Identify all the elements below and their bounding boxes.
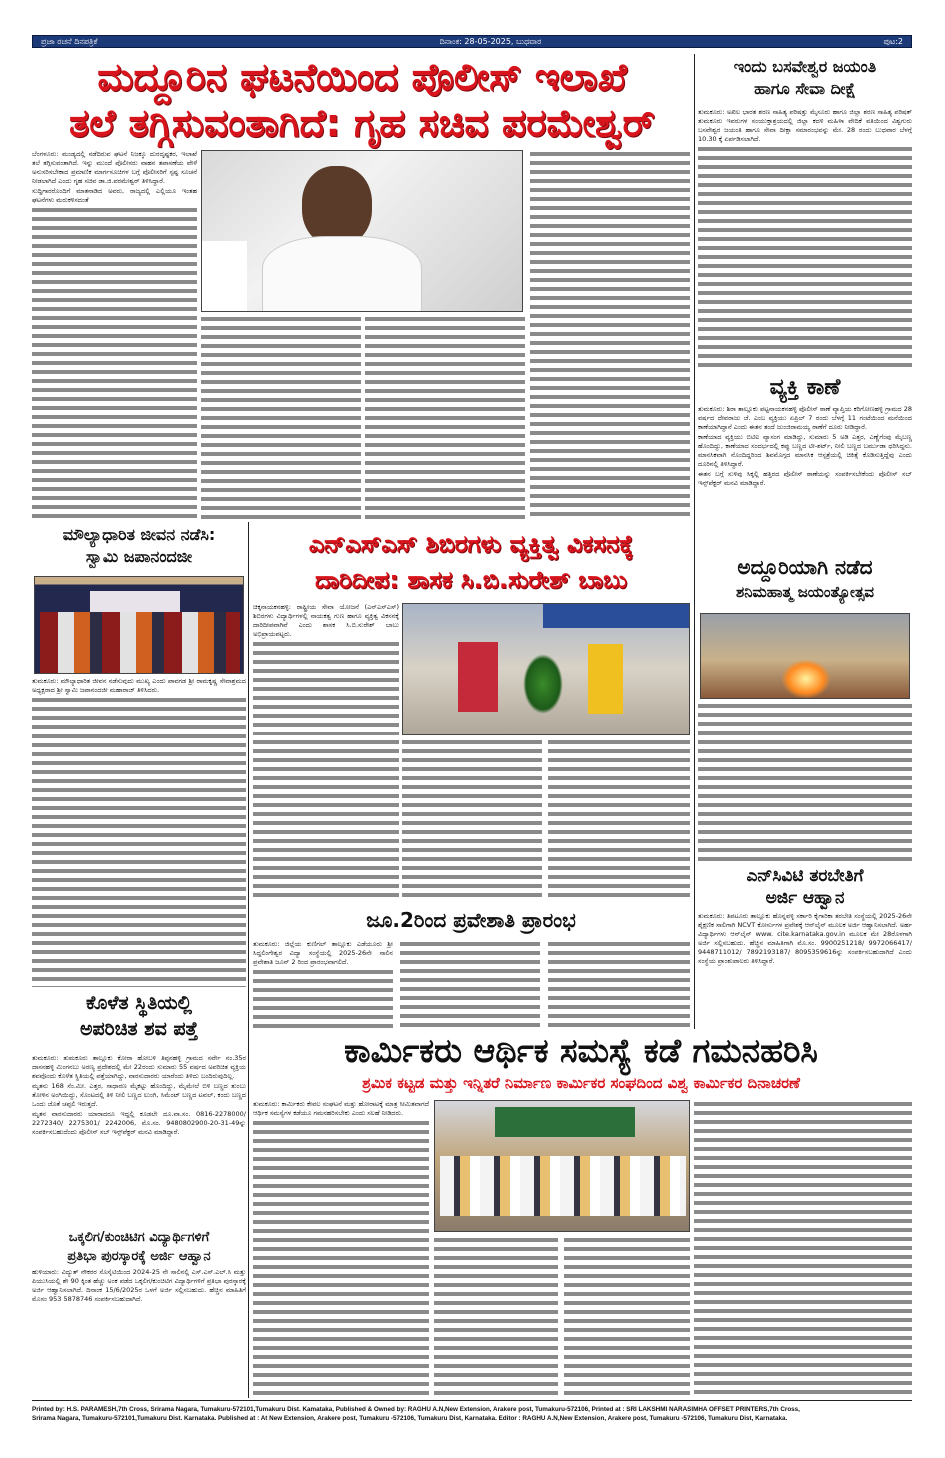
okkaliga-paragraph: ಹುಳಿಯಾರು: ವಿದ್ಯುತ್ ನೌಕರರ ಸೊಸೈಟಿಯಿಂದ 2024-25 ನೇ ಸಾಲಿನಲ್ಲಿ ಎಸ್.ಎಸ್.ಎಲ್.ಸಿ ಮತ್ತು ಪಿಯುಸಿಯಲ್ಲಿ ಶೇ 90 ಕ್ಕಿಂತ ಹೆಚ್ಚು ಅಂಕ ಪಡೆದ ಒಕ್ಕಲಿಗ/ಕುಂಚಿಟಿಗ ವಿದ್ಯಾರ್ಥಿಗಳಿಗೆ ಪ್ರತಿಭಾ ಪುರಸ್ಕಾರಕ್ಕೆ ಅರ್ಜಿ ಆಹ್ವಾನಿಸಲಾಗಿದೆ. ದಿನಾಂಕ 15/6/2025ರ ಒಳಗೆ ಅರ್ಜಿ ಸಲ್ಲಿಸಬಹುದು. ಹೆಚ್ಚಿನ ಮಾಹಿತಿಗೆ ಮೊಸಂ 953 5878746 ಸಂಪರ್ಕಿಸಬಹುದಾಗಿದೆ. [32, 1268, 246, 1303]
workers-column-1 [253, 1100, 429, 1396]
lead-headline-line-2: ತಲೆ ತಗ್ಗಿಸುವಂತಾಗಿದೆ: ಗೃಹ ಸಚಿವ ಪರಮೇಶ್ವರ್ [69, 101, 655, 145]
workers-subheadline: ಶ್ರಮಿಕ ಕಟ್ಟಡ ಮತ್ತು ಇನ್ನಿತರೆ ನಿರ್ಮಾಣ ಕಾರ್ಮಿಕರ ಸಂಘದಿಂದ ವಿಶ್ವ ಕಾರ್ಮಿಕರ ದಿನಾಚರಣೆ [362, 1074, 800, 1092]
missing-paragraph: ಈತನ ಬಗ್ಗೆ ಸುಳಿವು ಸಿಕ್ಕಲ್ಲಿ ಹತ್ತಿರದ ಪೊಲೀಸ್ ಠಾಣೆಯನ್ನು ಸಂಪರ್ಕಿಸಬೇಕೆಂದು ಪೊಲೀಸ್ ಸಬ್ ಇನ್ಸ್‌ಪೆಕ್ಟರ್ ಮನವಿ ಮಾಡಿದ್ದಾರೆ. [698, 470, 912, 487]
masthead-bar [32, 35, 912, 48]
japananda-headline [32, 524, 246, 568]
paper-name: ಪ್ರಜಾ ರಚನೆ ದಿನಪತ್ರಿಕೆ [41, 37, 98, 46]
admission-headline: ಜೂ.2ರಿಂದ ಪ್ರವೇಶಾತಿ ಪ್ರಾರಂಭ [366, 908, 576, 932]
ncvt-headline [698, 865, 912, 909]
okkaliga-headline [32, 1228, 246, 1266]
ncvt-article [698, 912, 912, 1027]
lead-column-4 [530, 150, 690, 520]
footer-divider [32, 1400, 912, 1401]
column-divider [694, 54, 695, 1029]
workers-photo [434, 1100, 690, 1232]
basava-paragraph: ತುಮಕೂರು: ಅಖಿಲ ಭಾರತ ಶರಣ ಸಾಹಿತ್ಯ ಪರಿಷತ್ತು ಮೈಸೂರು ಹಾಗೂ ಜಿಲ್ಲಾ ಶರಣ ಸಾಹಿತ್ಯ ಪರಿಷತ್ ತುಮಕೂರು ಇವರುಗಳ ಸಂಯುಕ್ತಾಶ್ರಯದಲ್ಲಿ ಜಿಲ್ಲಾ ಕದಳಿ ಮಹಿಳಾ ವೇದಿಕೆ ವತಿಯಿಂದ ವಿಶ್ವಗುರು ಬಸವೇಶ್ವರ ಜಯಂತಿ ಹಾಗೂ ಸೇವಾ ದೀಕ್ಷಾ ಸಮಾರಂಭವನ್ನು ಮೇ. 28 ರಂದು ಬುಧವಾರ ಬೆಳಗ್ಗೆ 10.30 ಕ್ಕೆ ಏರ್ಪಡಿಸಲಾಗಿದೆ. [698, 108, 912, 143]
okkaliga-article [32, 1268, 246, 1398]
japananda-headline-line-1: ಮೌಲ್ಯಾಧಾರಿತ ಜೀವನ ನಡೆಸಿ: [62, 525, 216, 544]
shava-headline [32, 990, 246, 1042]
admission-column-2 [400, 940, 540, 1028]
page-number: ಪುಟ:2 [883, 37, 903, 46]
lead-headline-line-1: ಮದ್ದೂರಿನ ಘಟನೆಯಿಂದ ಪೊಲೀಸ್ ಇಲಾಖೆ [97, 55, 627, 99]
imprint-footer [32, 1405, 912, 1423]
nss-column-2 [253, 738, 399, 900]
ncvt-headline-line-1: ಎನ್‌ಸಿವಿಟಿ ತರಬೇತಿಗೆ [746, 866, 864, 886]
nss-headline-line-1: ಎನ್‌ಎಸ್‌ಎಸ್ ಶಿಬಿರಗಳು ವ್ಯಕ್ತಿತ್ವ ವಿಕಸನಕ್ಕೆ [308, 530, 634, 558]
okkaliga-headline-line-2: ಪ್ರತಿಭಾ ಪುರಸ್ಕಾರಕ್ಕೆ ಅರ್ಜಿ ಆಹ್ವಾನ [67, 1249, 211, 1264]
lead-paragraph: ಸುದ್ದಿಗಾರರೊಂದಿಗೆ ಮಾತನಾಡಿದ ಅವರು, ರಾಜ್ಯದಲ್ಲಿ ಎಲ್ಲಿಯೂ ಇಂತಹ ಘಟನೆಗಳು ಮರುಕಳಿಸದಂತೆ [32, 187, 197, 204]
shani-headline-line-2: ಶನಿಮಹಾತ್ಮ ಜಯಂತ್ಯೋತ್ಸವ [735, 583, 875, 601]
workers-column-3 [564, 1236, 690, 1396]
lead-paragraph: ಬೆಂಗಳೂರು: ಮಂಡ್ಯದಲ್ಲಿ ನಡೆದಿರುವ ಘಟನೆ ನಿಜಕ್ಕೂ ದುರದೃಷ್ಟಕರ, ಇಲಾಖೆ ತಲೆ ತಗ್ಗಿಸುವಂತಾಗಿದೆ. ಇನ್ನು ಮುಂದೆ ಪೊಲೀಸರು ವಾಹನ ತಪಾಸಣೆಯ ವೇಳೆ ಅನುಸರಿಸಬೇಕಾದ ಪ್ರಮಾಣಿಕ ಮಾರ್ಗಸೂಚಿಗಳ ಬಗ್ಗೆ ಪೊಲೀಸರಿಗೆ ಸ್ಪಷ್ಟ ಸೂಚನೆ ನೀಡಲಾಗಿದೆ ಎಂದು ಗೃಹ ಸಚಿವ ಡಾ.ಜಿ.ಪರಮೇಶ್ವರ್ ತಿಳಿಸಿದ್ದಾರೆ. [32, 150, 197, 185]
ncvt-paragraph: ತುಮಕೂರು: ತಿಪಟೂರು ತಾಲ್ಲೂಕು ಹೊನ್ನವಳ್ಳಿ ಸರ್ಕಾರಿ ಕೈಗಾರಿಕಾ ತರಬೇತಿ ಸಂಸ್ಥೆಯಲ್ಲಿ 2025-26ನೇ ಶೈಕ್ಷಣಿಕ ಸಾಲಿಗಾಗಿ NCVT ಕೋರ್ಸುಗಳ ಪ್ರವೇಶಕ್ಕೆ ಆನ್‌ಲೈನ್ ಮೂಲಕ ಅರ್ಜಿ ಆಹ್ವಾನಿಸಲಾಗಿದೆ. ಅರ್ಹ ವಿದ್ಯಾರ್ಥಿಗಳು ಆನ್‌ಲೈನ್ www. cite.karnataka.gov.in ಮೂಲಕ ಮೇ 28ರೊಳಗಾಗಿ ಅರ್ಜಿ ಸಲ್ಲಿಸಬಹುದು. ಹೆಚ್ಚಿನ ಮಾಹಿತಿಗಾಗಿ ಮೊ.ಸಂ. 9900251218/ 9972066417/ 9448711012/ 7892193187/ 8095359616ನ್ನು ಸಂಪರ್ಕಿಸಬಹುದಾಗಿದೆ ಎಂದು ಸಂಸ್ಥೆಯ ಪ್ರಾಂಶುಪಾಲರು ತಿಳಿಸಿದ್ದಾರೆ. [698, 912, 912, 965]
lead-column-2 [201, 315, 361, 520]
missing-paragraph: ಕಾಣೆಯಾದ ವ್ಯಕ್ತಿಯು ಬಿಟಿಐ ವ್ಯಾಸಂಗ ಮಾಡಿದ್ದು, ಸುಮಾರು 5 ಅಡಿ ಎತ್ತರ, ಎಣ್ಣೆಗೆಂಪು ಮೈಬಣ್ಣ ಹೊಂದಿದ್ದು, ಕಾಣೆಯಾದ ಸಂದರ್ಭದಲ್ಲಿ ಕಪ್ಪು ಬಣ್ಣದ ಟೀ-ಶರ್ಟ್, ನೀಲಿ ಬಣ್ಣದ ಬರ್ಮುಡಾ ಧರಿಸಿದ್ದನು. ಮಾನಸಿಕವಾಗಿ ನೊಂದಿದ್ದರಿಂದ ಶಿವಮೊಗ್ಗದ ಮಾನಸಿಕ ಆಸ್ಪತ್ರೆಯಲ್ಲಿ ಚಿಕಿತ್ಸೆ ಕೊಡಿಸುತ್ತಿದ್ದೆವು ಎಂದು ದೂರಿನಲ್ಲಿ ತಿಳಿಸಿದ್ದಾರೆ. [698, 433, 912, 468]
basava-headline-line-2: ಹಾಗೂ ಸೇವಾ ದೀಕ್ಷೆ [754, 79, 856, 98]
nss-column-3 [402, 738, 542, 900]
workers-column-2 [434, 1236, 558, 1396]
shava-paragraph: ಮೃತನ ವಾರಸುದಾರರು ಯಾರಾದರೂ ಇದ್ದಲ್ಲಿ ಕೂಡಲೇ ದೂ.ವಾ.ಸಂ. 0816-2278000/ 2272340/ 2275301/ 2242006, ಮೊ.ಸಂ. 9480802900-20-31-49ನ್ನು ಸಂಪರ್ಕಿಸಬಹುದೆಂದು ಪೊಲೀಸ್ ಸಬ್ ಇನ್ಸ್‌ಪೆಕ್ಟರ್ ಮನವಿ ಮಾಡಿದ್ದಾರೆ. [32, 1110, 246, 1136]
admission-column-3 [548, 940, 690, 1028]
japananda-photo [34, 576, 244, 674]
imprint-line-2: Srirama Nagara, Tumakuru-572101,Tumakuru Dist. Karnataka. Published at : At New Extension, Arakere post, Tumakuru -572106, Tumakuru Dist, Karnataka. Editor : RAGHU A.N,New Extension, Arakere post, Tumakuru -572106, Tumakuru Dist, Karnataka. [32, 1415, 788, 1422]
basava-headline-line-1: ಇಂದು ಬಸವೇಶ್ವರ ಜಯಂತಿ [733, 57, 877, 76]
admission-column-1 [253, 940, 393, 1028]
japananda-article [32, 677, 246, 987]
nss-headline [250, 526, 692, 598]
workers-column-4 [694, 1100, 912, 1396]
japananda-headline-line-2: ಸ್ವಾಮಿ ಜಪಾನಂದಜೀ [85, 547, 193, 566]
lead-headline [32, 54, 692, 146]
basava-headline [698, 56, 912, 100]
missing-headline: ವ್ಯಕ್ತಿ ಕಾಣೆ [769, 375, 841, 400]
japananda-paragraph: ತುಮಕೂರು: ಮೌಲ್ಯಾಧಾರಿತ ಜೀವನ ನಡೆಸುವುದು ಮುಖ್ಯ ಎಂದು ಪಾವಗಡ ಶ್ರೀ ರಾಮಕೃಷ್ಣ ಸೇವಾಶ್ರಮದ ಅಧ್ಯಕ್ಷರಾದ ಶ್ರೀ ಸ್ವಾಮಿ ಜಪಾನಂದಜೀ ಮಹಾರಾಜ್ ತಿಳಿಸಿದರು. [32, 677, 246, 694]
shava-paragraph: ತುಮಕೂರು: ತುಮಕೂರು ತಾಲ್ಲೂಕು ಕೋರಾ ಹೋಬಳಿ ತಿಪ್ಪನಹಳ್ಳಿ ಗ್ರಾಮದ ಸರ್ವೇ ನಂ.35ರ ದಾಸನಹಳ್ಳಿ ಮಿಂಗನಬು ಅರಣ್ಯ ಪ್ರದೇಶದಲ್ಲಿ ಮೇ 22ರಂದು ಸುಮಾರು 55 ವರ್ಷದ ಅಪರಿಚಿತ ವ್ಯಕ್ತಿಯ ಶವವೊಂದು ಕೊಳೆತ ಸ್ಥಿತಿಯಲ್ಲಿ ಪತ್ತೆಯಾಗಿದ್ದು, ವಾರಸುದಾರರು ಯಾರೆಂದು ತಿಳಿದು ಬಂದಿರುವುದಿಲ್ಲ. [32, 1054, 246, 1080]
nss-column-1 [253, 603, 399, 735]
missing-paragraph: ತುಮಕೂರು: ಶಿರಾ ತಾಲ್ಲೂಕು ಪಟ್ಟನಾಯಕನಹಳ್ಳಿ ಪೊಲೀಸ್ ಠಾಣೆ ವ್ಯಾಪ್ತಿಯ ಕರಿಗೋಣಹಳ್ಳಿ ಗ್ರಾಮದ 28 ವರ್ಷದ ದೇವರಾಜು ಜೆ. ಎಂಬ ವ್ಯಕ್ತಿಯು ಏಪ್ರಿಲ್ 7 ರಂದು ಬೆಳಗ್ಗೆ 11 ಗಂಟೆಯಿಂದ ಮನೆಯಿಂದ ಕಾಣೆಯಾಗಿದ್ದಾನೆ ಎಂದು ಈತನ ತಂದೆ ಜುಂಜಿರಾಮಯ್ಯ ಠಾಣೆಗೆ ದೂರು ನೀಡಿದ್ದಾರೆ. [698, 405, 912, 431]
missing-article [698, 405, 912, 547]
lead-column-1 [32, 150, 197, 520]
lead-column-3 [365, 315, 525, 520]
imprint-line-1: Printed by: H.S. PARAMESH,7th Cross, Srirama Nagara, Tumakuru-572101,Tumakuru Dist. Kamataka, Published & Owned by: RAGHU A.N,New Extension, Arakere post, Tumakuru-572106, Printed at : SRI LAKSHMI NARASIMHA OFFSET PRINTERS,7th Cross, [32, 1406, 800, 1413]
basava-article [698, 108, 912, 370]
shani-photo [700, 613, 910, 699]
nss-paragraph: ಚಿಕ್ಕನಾಯಕನಹಳ್ಳಿ: ರಾಷ್ಟ್ರೀಯ ಸೇವಾ ಯೋಜನೆ (ಎನ್‌ಎಸ್‌ಎಸ್) ಶಿಬಿರಗಳು ವಿದ್ಯಾರ್ಥಿಗಳಲ್ಲಿ ನಾಯಕತ್ವ ಗುಣ ಹಾಗೂ ವ್ಯಕ್ತಿತ್ವ ವಿಕಸನಕ್ಕೆ ದಾರಿದೀಪವಾಗಿವೆ ಎಂದು ಶಾಸಕ ಸಿ.ಬಿ.ಸುರೇಶ್ ಬಾಬು ಅಭಿಪ್ರಾಯಪಟ್ಟರು. [253, 603, 399, 638]
issue-date: ದಿನಾಂಕ: 28-05-2025, ಬುಧವಾರ [439, 37, 542, 46]
nss-headline-line-2: ದಾರಿದೀಪ: ಶಾಸಕ ಸಿ.ಬಿ.ಸುರೇಶ್ ಬಾಬು [314, 566, 627, 594]
shava-headline-line-1: ಕೊಳೆತ ಸ್ಥಿತಿಯಲ್ಲಿ [86, 992, 192, 1014]
shani-article [698, 702, 912, 862]
shava-headline-line-2: ಅಪರಿಚಿತ ಶವ ಪತ್ತೆ [79, 1018, 199, 1040]
okkaliga-headline-line-1: ಒಕ್ಕಲಿಗ/ಕುಂಚಿಟಿಗ ವಿದ್ಯಾರ್ಥಿಗಳಿಗೆ [68, 1230, 210, 1245]
admission-paragraph: ತುಮಕೂರು: ಜಿಲ್ಲೆಯ ಕುಣಿಗಲ್ ತಾಲ್ಲೂಕು ಎಡೆಯೂರು ಶ್ರೀ ಸಿದ್ದಲಿಂಗೇಶ್ವರ ವಿದ್ಯಾ ಸಂಸ್ಥೆಯಲ್ಲಿ 2025-26ನೇ ಸಾಲಿನ ಪ್ರವೇಶಾತಿ ಜೂನ್ 2 ರಿಂದ ಪ್ರಾರಂಭವಾಗಲಿದೆ. [253, 940, 393, 966]
nss-photo [402, 603, 690, 735]
shava-article [32, 1054, 246, 1226]
workers-paragraph: ತುಮಕೂರು: ಕಾರ್ಮಿಕರು ಕೇವಲ ಸಂಘಟನೆ ಮತ್ತು ಹೋರಾಟಕ್ಕೆ ಮಾತ್ರ ಸೀಮಿತವಾಗದೆ ಆರ್ಥಿಕ ಸಮಸ್ಯೆಗಳ ಕಡೆಯೂ ಗಮನಹರಿಸಬೇಕು ಎಂದು ಸಲಹೆ ನೀಡಿದರು. [253, 1100, 429, 1117]
nss-column-4 [548, 738, 690, 900]
ncvt-headline-line-2: ಅರ್ಜಿ ಆಹ್ವಾನ [765, 888, 845, 908]
column-divider [248, 522, 249, 1398]
shani-headline-line-1: ಅದ್ದೂರಿಯಾಗಿ ನಡೆದ [737, 555, 873, 579]
workers-headline: ಕಾರ್ಮಿಕರು ಆರ್ಥಿಕ ಸಮಸ್ಯೆ ಕಡೆ ಗಮನಹರಿಸಿ [344, 1031, 818, 1070]
shani-headline [698, 555, 912, 605]
shava-paragraph: ಮೃತನು 168 ಸೆಂ.ಮೀ. ಎತ್ತರ, ಸಾಧಾರಣ ಮೈಕಟ್ಟು ಹೊಂದಿದ್ದು, ಮೈಮೇಲೆ ಬಿಳಿ ಬಣ್ಣದ ತುಂಬು ತೋಳಿನ ಅಂಗಿಯಿದ್ದು, ಸೊಂಟದಲ್ಲಿ ತಿಳಿ ನೀಲಿ ಬಣ್ಣದ ಲುಂಗಿ, ಸಿಮೆಂಟ್ ಬಣ್ಣದ ಟವಲ್, ಕಂದು ಬಣ್ಣದ ಒಂದು ಜೊತೆ ಚಪ್ಪಲಿ ಇರುತ್ತದೆ. [32, 1082, 246, 1108]
lead-photo-minister [201, 150, 523, 312]
